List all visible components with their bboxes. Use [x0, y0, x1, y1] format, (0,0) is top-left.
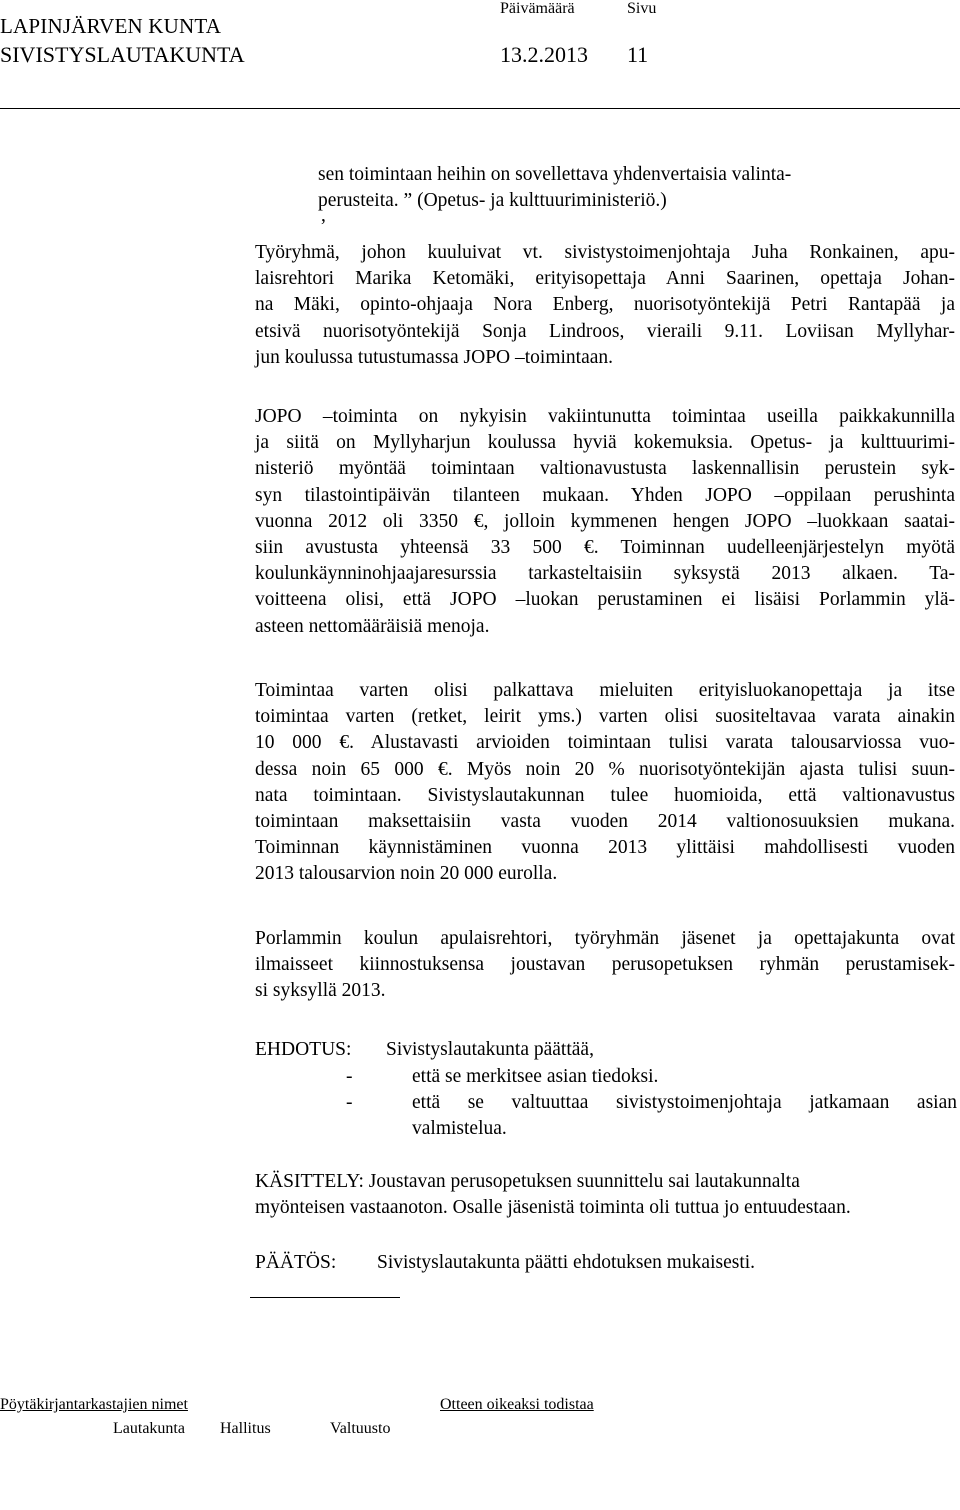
paragraph-jopo	[255, 404, 955, 640]
date-value: 13.2.2013	[500, 42, 588, 67]
quote-line-1: sen toimintaan heihin on sovellettava yhdenvertaisia valinta-	[318, 164, 792, 185]
text-line: koulunkäynninohjaajaresurssia tarkasteltaisiin syksystä 2013 alkaen. Ta-	[255, 563, 955, 585]
page-label: Sivu	[627, 0, 657, 17]
paragraph-interest	[255, 926, 955, 1005]
decision-text: Sivistyslautakunta päätti ehdotuksen mukaisesti.	[377, 1252, 756, 1273]
proposal-text: Sivistyslautakunta päättää,	[386, 1039, 594, 1060]
text-line: siin avustusta yhteensä 33 500 €. Toiminnan uudelleenjärjestelyn myötä	[255, 537, 955, 559]
text-line: toimintaa varten (retket, leirit yms.) varten olisi suositeltavaa varata ainakin	[255, 706, 955, 728]
handling-line-1: KÄSITTELY: Joustavan perusopetuksen suunnittelu sai lautakunnalta	[255, 1171, 800, 1192]
text-line: vuonna 2012 oli 3350 €, jolloin kymmenen hengen JOPO –luokkaan saatai-	[255, 510, 955, 532]
text-line: jun koulussa tutustumassa JOPO –toimintaan.	[255, 346, 614, 368]
text-line: Toiminnan käynnistäminen vuonna 2013 ylittäisi mahdollisesti vuoden	[255, 837, 955, 859]
text-line: 2013 talousarvion noin 20 000 eurolla.	[255, 863, 558, 885]
decision-label: PÄÄTÖS:	[255, 1252, 337, 1273]
header-rule	[0, 108, 960, 109]
org-name: LAPINJÄRVEN KUNTA	[0, 14, 222, 38]
page-value: 11	[627, 42, 649, 67]
proposal-dash-1: -	[346, 1066, 353, 1087]
text-line: asteen nettomääräisiä menoja.	[255, 615, 490, 637]
text-line: na Mäki, opinto-ohjaaja Nora Enberg, nuorisotyöntekijä Petri Rantapää ja	[255, 294, 955, 316]
handling-line-2: myönteisen vastaanoton. Osalle jäsenistä toiminta oli tuttua jo entuudestaan.	[255, 1197, 851, 1218]
footer-body-committee: Lautakunta	[113, 1420, 185, 1437]
proposal-item-1: että se merkitsee asian tiedoksi.	[412, 1066, 659, 1087]
quote-line-2: perusteita. ” (Opetus- ja kulttuuriministeriö.)	[318, 190, 667, 211]
text-line: Toimintaa varten olisi palkattava mieluiten erityisluokanopettaja ja itse	[255, 680, 955, 701]
paragraph-working-group	[255, 240, 955, 371]
text-line: ilmaisseet kiinnostuksensa joustavan perusopetuksen ryhmän perustamisek-	[255, 954, 955, 976]
text-line: laisrehtori Marika Ketomäki, erityisopettaja Anni Saarinen, opettaja Johan-	[255, 268, 955, 290]
text-line: dessa noin 65 000 €. Myös noin 20 % nuorisotyöntekijän ajasta tulisi suun-	[255, 758, 955, 780]
date-label: Päivämäärä	[500, 0, 575, 17]
text-line: 10 000 €. Alustavasti arvioiden toimintaan tulisi varata talousarviossa vuo-	[255, 732, 955, 754]
reviewers-label: Pöytäkirjantarkastajien nimet	[0, 1396, 188, 1413]
text-line: Porlammin koulun apulaisrehtori, työryhmän jäsenet ja opettajakunta ovat	[255, 928, 955, 949]
text-line: etsivä nuorisotyöntekijä Sonja Lindroos, vieraili 9.11. Loviisan Myllyhar-	[255, 320, 955, 342]
paragraph-costs	[255, 678, 955, 888]
proposal-label: EHDOTUS:	[255, 1039, 352, 1060]
text-line: si syksyllä 2013.	[255, 980, 386, 1002]
text-line: syn tilastointipäivän tilanteen mukaan. Yhden JOPO –oppilaan perushinta	[255, 484, 955, 506]
text-line: toimintaan maksettaisiin vasta vuoden 2014 valtionosuuksien mukana.	[255, 811, 955, 833]
footer-body-board: Hallitus	[220, 1420, 271, 1437]
separator-line	[250, 1297, 400, 1298]
proposal-dash-2: -	[346, 1092, 353, 1113]
text-line: ja siitä on Myllyharjun koulussa hyviä kokemuksia. Opetus- ja kulttuurimi-	[255, 432, 955, 454]
text-line: voitteena olisi, että JOPO –luokan perustaminen ei lisäisi Porlammin ylä-	[255, 589, 955, 611]
text-line: JOPO –toiminta on nykyisin vakiintunutta toimintaa useilla paikkakunnilla	[255, 406, 955, 427]
text-line: nata toimintaan. Sivistyslautakunnan tulee huomioida, että valtionavustus	[255, 784, 955, 806]
proposal-item-2-cont: valmistelua.	[412, 1118, 507, 1139]
stray-mark: ’	[320, 216, 327, 237]
text-line: Työryhmä, johon kuuluivat vt. sivistystoimenjohtaja Juha Ronkainen, apu-	[255, 242, 955, 263]
committee-name: SIVISTYSLAUTAKUNTA	[0, 42, 245, 67]
text-line: nisteriö myöntää toimintaan valtionavustusta laskennallisin perustein syk-	[255, 458, 955, 480]
footer-body-council: Valtuusto	[330, 1420, 391, 1437]
certified-label: Otteen oikeaksi todistaa	[440, 1396, 594, 1413]
proposal-item-2: että se valtuuttaa sivistystoimenjohtaja jatkamaan asian	[412, 1092, 957, 1113]
